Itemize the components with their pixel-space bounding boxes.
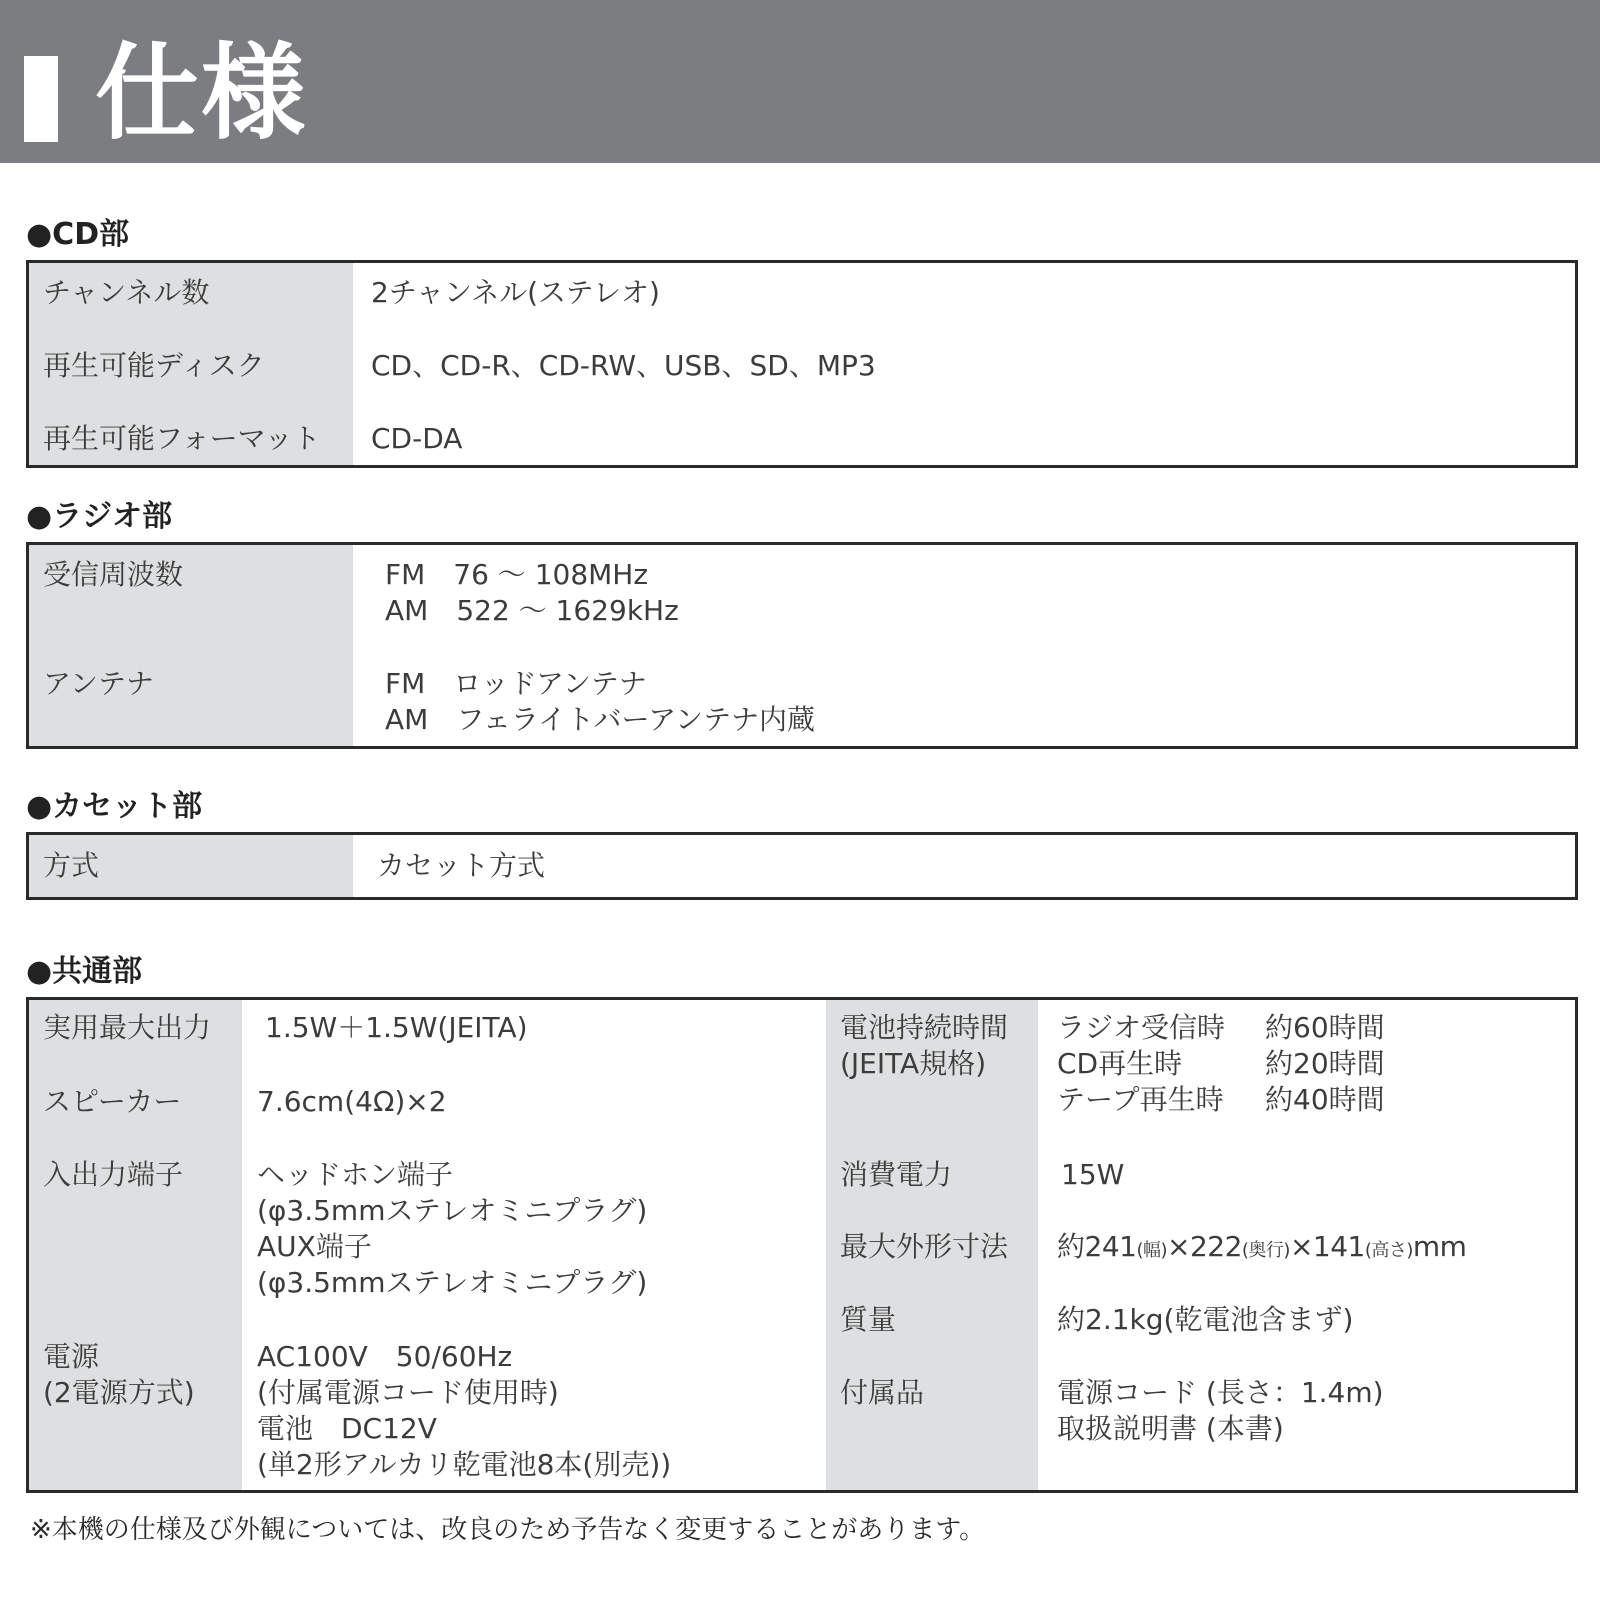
power-line: (付属電源コード使用時) <box>257 1376 559 1409</box>
io-label: 入出力端子 <box>43 1158 184 1191</box>
radio-antenna-am: AM フェライトバーアンテナ内蔵 <box>385 703 815 736</box>
cassette-method-label: 方式 <box>43 849 100 882</box>
dim-depth: ×222 <box>1167 1230 1242 1263</box>
accessories-line: 電源コード (長さ：1.4m) <box>1057 1376 1384 1409</box>
common-spec-table <box>26 997 1578 1493</box>
consumption-value: 15W <box>1061 1158 1125 1191</box>
io-line: (φ3.5mmステレオミニプラグ) <box>257 1194 648 1227</box>
io-line: ヘッドホン端子 <box>257 1158 454 1191</box>
battery-mode: テープ再生時 <box>1057 1083 1224 1116</box>
cd-spec-table <box>26 260 1578 468</box>
cassette-section-heading: ●カセット部 <box>26 789 203 824</box>
power-line: (単2形アルカリ乾電池8本(別売)) <box>257 1448 672 1481</box>
footnote: ※本機の仕様及び外観については、改良のため予告なく変更することがあります。 <box>30 1515 986 1545</box>
battery-time: 約60時間 <box>1265 1011 1385 1044</box>
io-line: AUX端子 <box>257 1230 372 1263</box>
title-bar-mark <box>24 56 58 142</box>
battery-mode: ラジオ受信時 <box>1057 1011 1226 1044</box>
common-left-label-column <box>29 1000 242 1490</box>
battery-time: 約20時間 <box>1265 1047 1385 1080</box>
accessories-line: 取扱説明書 (本書) <box>1057 1412 1284 1445</box>
radio-spec-table <box>26 542 1578 749</box>
accessories-label: 付属品 <box>840 1376 925 1409</box>
battery-time: 約40時間 <box>1265 1083 1385 1116</box>
cd-disc-label: 再生可能ディスク <box>43 349 265 382</box>
cd-channel-label: チャンネル数 <box>43 276 210 309</box>
radio-freq-fm: FM 76 ～ 108MHz <box>385 558 649 591</box>
radio-antenna-fm: FM ロッドアンテナ <box>385 667 647 700</box>
cd-disc-value: CD、CD-R、CD-RW、USB、SD、MP3 <box>371 349 876 382</box>
weight-value: 約2.1kg(乾電池含まず) <box>1057 1303 1354 1336</box>
power-label-line: (2電源方式) <box>43 1376 195 1409</box>
power-line: AC100V 50/60Hz <box>257 1340 513 1373</box>
weight-label: 質量 <box>840 1303 897 1336</box>
output-label: 実用最大出力 <box>43 1011 212 1044</box>
dim-height-note: (高さ) <box>1364 1240 1413 1261</box>
cd-format-label: 再生可能フォーマット <box>43 422 321 455</box>
common-section-heading: ●共通部 <box>26 954 143 989</box>
dim-height: ×141 <box>1289 1230 1365 1263</box>
io-line: (φ3.5mmステレオミニプラグ) <box>257 1266 648 1299</box>
cd-format-value: CD-DA <box>371 422 463 455</box>
speaker-value: 7.6cm(4Ω)×2 <box>257 1085 447 1118</box>
output-value: 1.5W＋1.5W(JEITA) <box>265 1011 528 1044</box>
dim-unit: mm <box>1412 1230 1467 1263</box>
radio-freq-am: AM 522 ～ 1629kHz <box>385 594 679 627</box>
dim-depth-note: (奥行) <box>1241 1240 1290 1261</box>
title-banner <box>0 0 1600 163</box>
radio-section-heading: ●ラジオ部 <box>26 499 173 534</box>
radio-freq-label: 受信周波数 <box>43 558 184 591</box>
speaker-label: スピーカー <box>43 1085 182 1118</box>
cd-channel-value: 2チャンネル(ステレオ) <box>371 276 660 309</box>
page-title: 仕様 <box>95 32 308 154</box>
cassette-spec-table <box>26 832 1578 900</box>
power-line: 電池 DC12V <box>257 1412 437 1445</box>
battery-mode: CD再生時 <box>1057 1047 1183 1080</box>
battery-label-line: 電池持続時間 <box>840 1011 1009 1044</box>
consumption-label: 消費電力 <box>840 1158 953 1191</box>
power-label-line: 電源 <box>43 1340 100 1373</box>
dim-width-note: (幅) <box>1136 1240 1167 1261</box>
dimensions-value <box>1057 1229 1466 1269</box>
battery-label-line: (JEITA規格) <box>840 1047 987 1080</box>
dimensions-label: 最大外形寸法 <box>840 1230 1009 1263</box>
cassette-method-value: カセット方式 <box>377 849 546 882</box>
radio-antenna-label: アンテナ <box>43 667 154 700</box>
dim-width: 約241 <box>1057 1230 1137 1263</box>
cd-section-heading: ●CD部 <box>26 217 130 252</box>
